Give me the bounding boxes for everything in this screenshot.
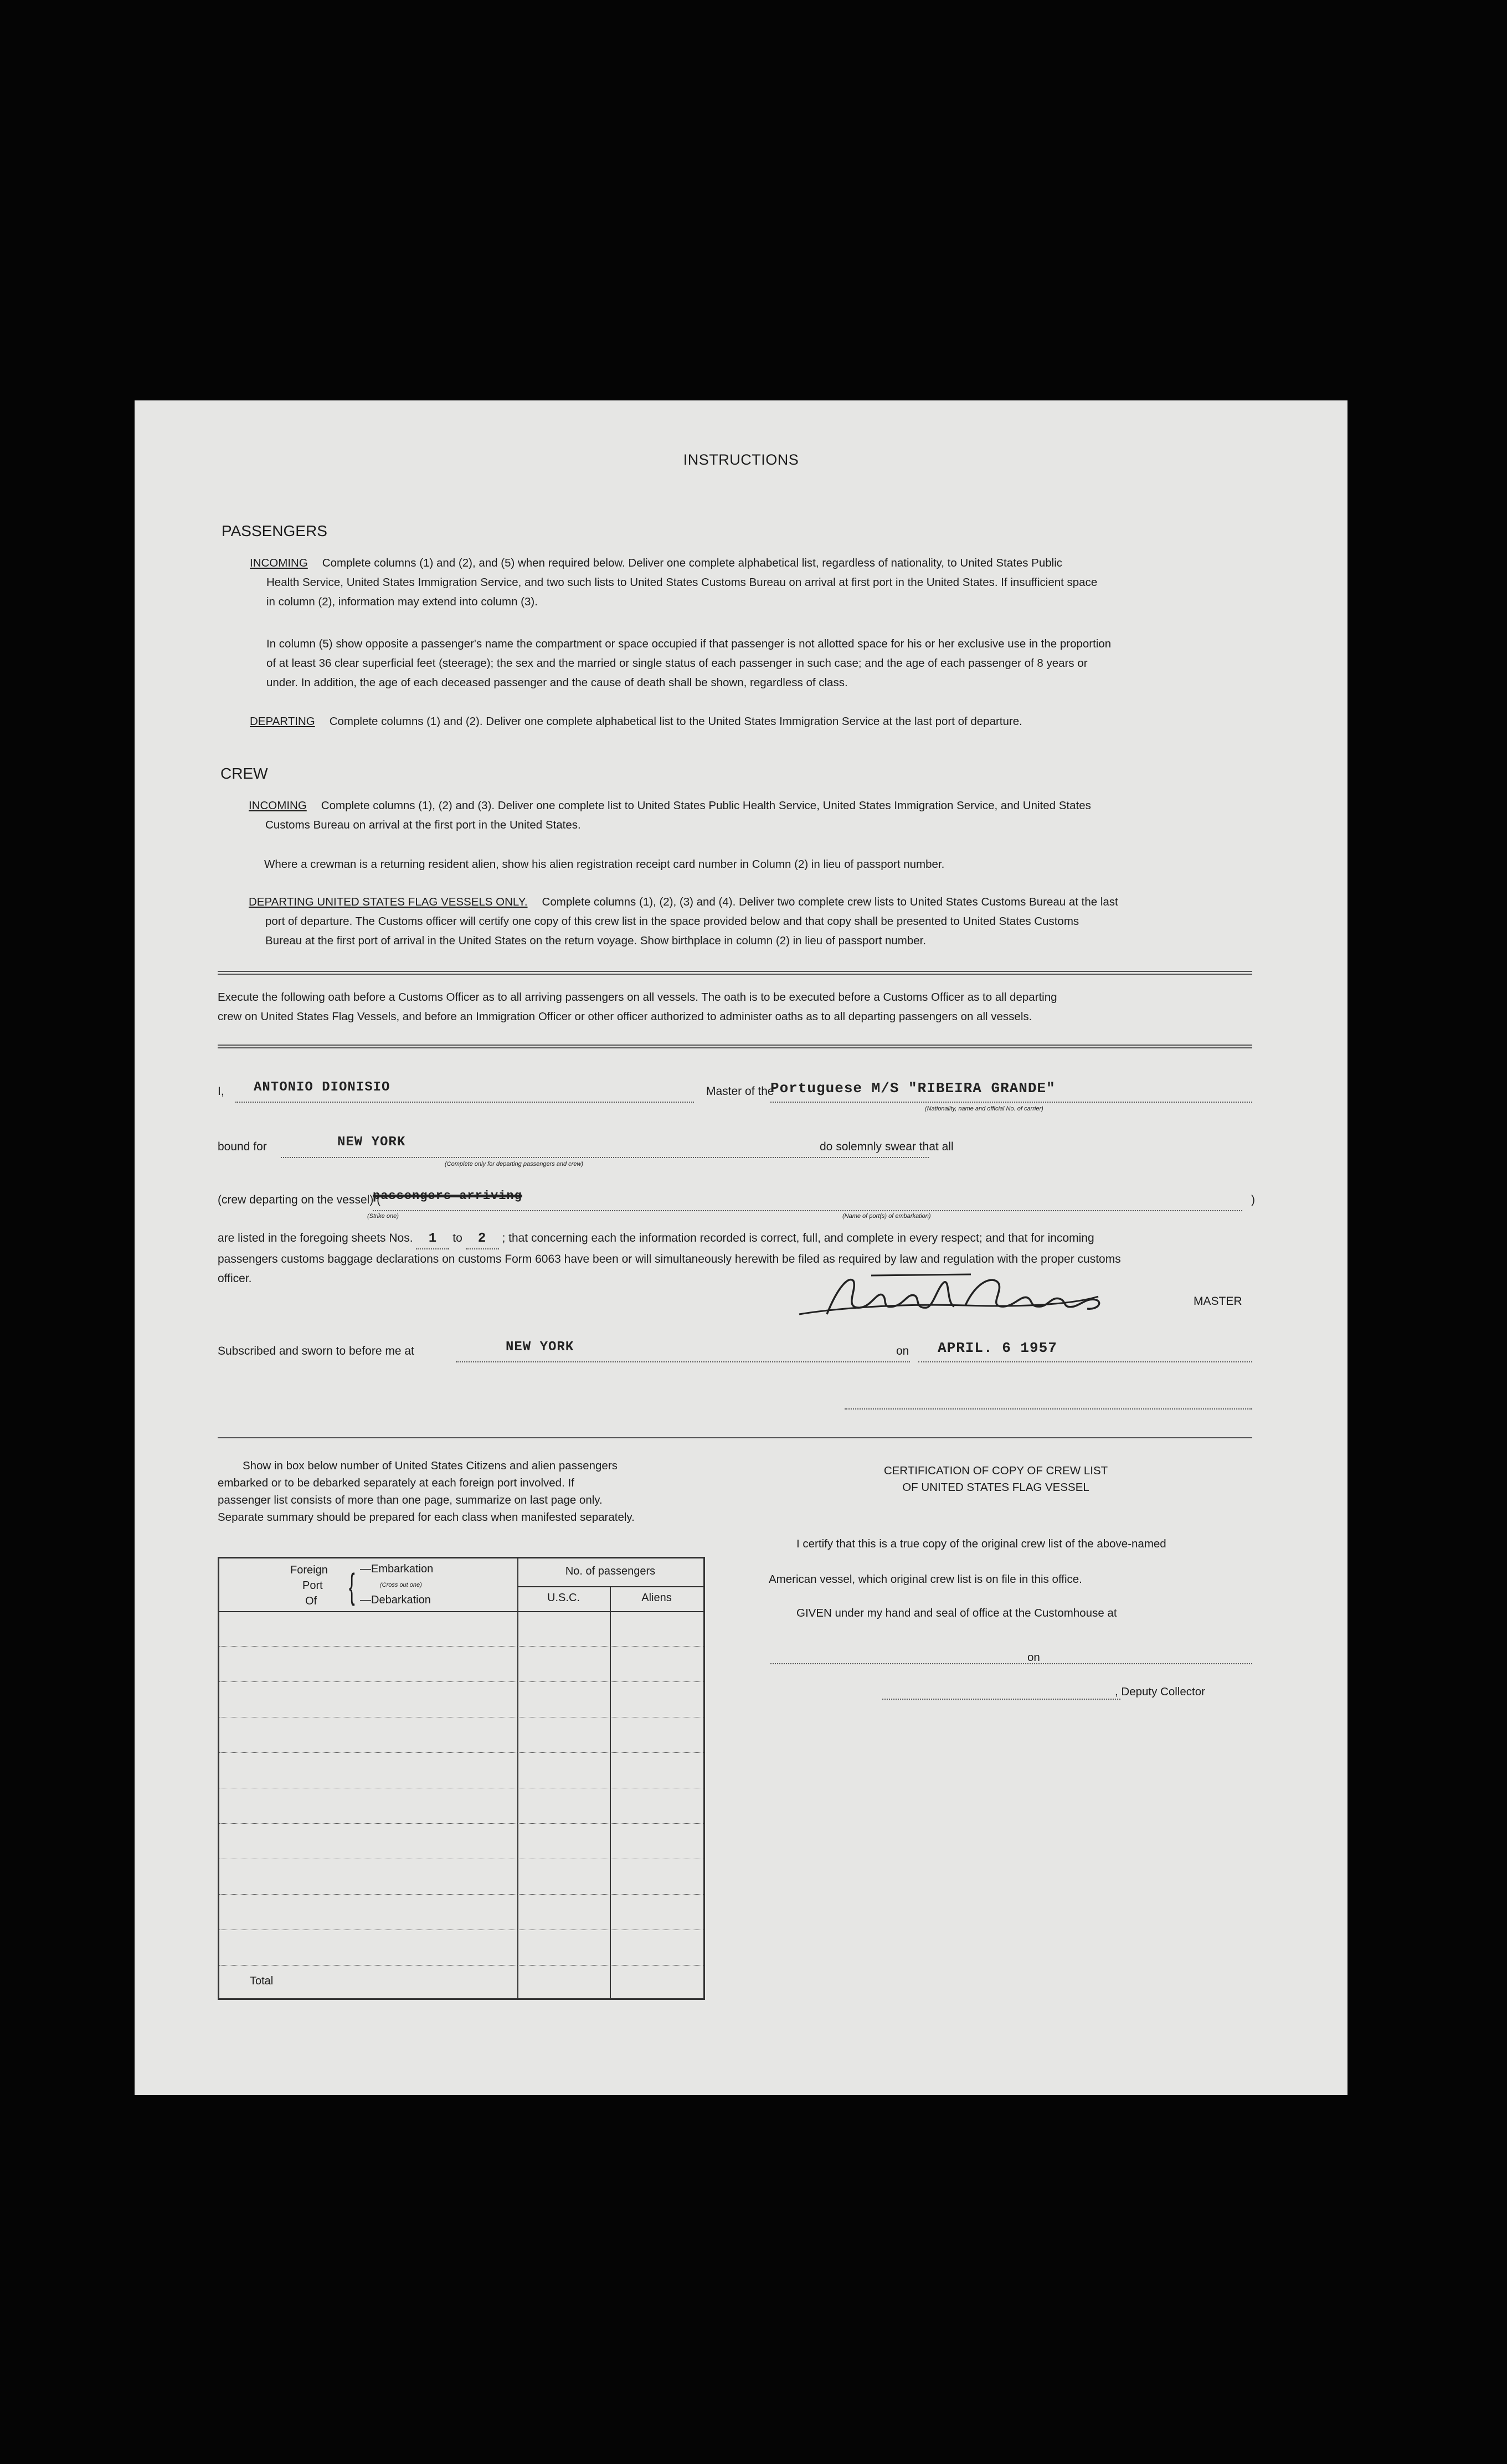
table-row [219, 1823, 703, 1824]
close-paren: ) [1251, 1194, 1255, 1206]
on-label: on [896, 1345, 909, 1357]
crew-departing-text-3: Bureau at the first port of arrival in the United States on the return voyage. Show birthplace in column (2) in lieu of passport number. [265, 934, 927, 947]
passengers-incoming-label: INCOMING [250, 557, 308, 569]
summary-note [218, 1457, 705, 1526]
to-label: to [452, 1232, 462, 1244]
crew-heading: CREW [220, 765, 268, 782]
summary-note-4: Separate summary should be prepared for each class when manifested separately. [218, 1511, 635, 1524]
sworn-date: APRIL. 6 1957 [938, 1340, 1057, 1356]
vessel-caption: (Nationality, name and official No. of carrier) [925, 1105, 1043, 1112]
foreign-label: Foreign [290, 1564, 328, 1576]
summary-note-2: embarked or to be debarked separately at each foreign port involved. If [218, 1477, 574, 1489]
embarkation-label: —Embarkation [360, 1563, 434, 1575]
oath-line-2: crew on United States Flag Vessels, and before an Immigration Officer or other officer authorized to administer oaths as to all departing passengers on all vessels. [218, 1010, 1032, 1023]
crew-incoming-text-2: Customs Bureau on arrival at the first port in the United States. [265, 819, 581, 831]
fill-line [770, 1102, 1252, 1103]
certification-title [738, 1463, 1253, 1496]
i-label: I, [218, 1085, 224, 1098]
passengers-incoming-text: Complete columns (1) and (2), and (5) when required below. Deliver one complete alphabetical list, regardless of nationality, to United States Public [322, 557, 1063, 569]
master-of-label: Master of the [706, 1085, 774, 1098]
deputy-collector-label: , Deputy Collector [1115, 1685, 1205, 1698]
oath-line-1: Execute the following oath before a Customs Officer as to all arriving passengers on all vessels. The oath is to be executed before a Customs Officer as to all departing [218, 991, 1057, 1004]
divider [218, 971, 1252, 975]
listed-line-3: officer. [218, 1272, 252, 1285]
fill-line [456, 1361, 910, 1362]
crew-incoming-text: Complete columns (1), (2) and (3). Deliver one complete list to United States Public Health Service, United States Immigration Service, and United States [321, 799, 1091, 812]
column-divider [517, 1586, 703, 1587]
passengers-departing-text: Complete columns (1) and (2). Deliver one complete alphabetical list to the United States Immigration Service at the last port of departure. [329, 715, 1022, 728]
divider [218, 1045, 1252, 1048]
divider [218, 1437, 1252, 1438]
page-title: INSTRUCTIONS [683, 451, 799, 468]
column-divider [517, 1558, 518, 1998]
certification-title-1: CERTIFICATION OF COPY OF CREW LIST [883, 1464, 1108, 1477]
passenger-summary-table [218, 1557, 705, 2000]
listed-line-2: passengers customs baggage declarations on customs Form 6063 have been or will simultaneously herewith be filed as required by law and regulation with the proper customs [218, 1253, 1121, 1266]
certification-line-2: American vessel, which original crew list is on file in this office. [769, 1573, 1082, 1586]
debarkation-label: —Debarkation [360, 1594, 431, 1606]
fill-line [882, 1699, 1120, 1700]
listed-rest: ; that concerning each the information recorded is correct, full, and complete in every respect; and that for incoming [502, 1232, 1094, 1244]
oath-instructions [218, 987, 1252, 1026]
table-row [219, 1752, 703, 1753]
fill-line [918, 1361, 1252, 1362]
bound-destination: NEW YORK [337, 1135, 406, 1150]
certification-line-3: GIVEN under my hand and seal of office at the Customhouse at [796, 1607, 1117, 1619]
subscribed-label: Subscribed and sworn to before me at [218, 1345, 414, 1357]
crew-departing-text-2: port of departure. The Customs officer will certify one copy of this crew list in the space provided below and that copy shall be presented to United States Customs [265, 915, 1079, 928]
no-of-passengers-header: No. of passengers [565, 1565, 656, 1577]
col5-line-3: under. In addition, the age of each deceased passenger and the cause of death shall be shown, regardless of class. [266, 676, 848, 689]
passengers-departing-label: DEPARTING [250, 715, 315, 728]
strike-caption: (Strike one) [367, 1213, 399, 1220]
listed-label: are listed in the foregoing sheets Nos. [218, 1232, 413, 1244]
table-row [219, 1646, 703, 1647]
summary-note-1: Show in box below number of United States Citizens and alien passengers [243, 1459, 618, 1472]
master-label: MASTER [1194, 1295, 1242, 1308]
summary-note-3: passenger list consists of more than one page, summarize on last page only. [218, 1494, 603, 1506]
fill-line [1047, 1663, 1252, 1664]
brace-icon: { [349, 1566, 355, 1606]
fill-line [845, 1408, 1252, 1410]
crew-departing-vessel-label: (crew departing on the vessel) ( [218, 1194, 381, 1206]
sworn-place: NEW YORK [506, 1340, 574, 1355]
table-row [219, 1965, 703, 1966]
master-signature [788, 1264, 1120, 1325]
table-row [219, 1894, 703, 1895]
sheet-to: 2 [466, 1229, 499, 1249]
fill-line [373, 1210, 1242, 1211]
cross-out-caption: (Cross out one) [380, 1582, 422, 1588]
crew-incoming-label: INCOMING [249, 799, 307, 812]
aliens-header: Aliens [641, 1592, 672, 1604]
document-page [135, 400, 1347, 2095]
crew-departing-label: DEPARTING UNITED STATES FLAG VESSELS ONLY. [249, 896, 528, 908]
vessel-name: Portuguese M/S "RIBEIRA GRANDE" [770, 1080, 1056, 1097]
passengers-departing [250, 712, 1252, 731]
col5-line-2: of at least 36 clear superficial feet (steerage); the sex and the married or single status of each passenger in such case; and the age of each passenger of 8 years or [266, 657, 1088, 670]
crew-departing [249, 892, 1252, 950]
col5-line-1: In column (5) show opposite a passenger's name the compartment or space occupied if that passenger is not allotted space for his or her exclusive use in the proportion [266, 637, 1112, 650]
fill-line [281, 1157, 929, 1158]
master-name: ANTONIO DIONISIO [254, 1080, 390, 1095]
crew-departing-text: Complete columns (1), (2), (3) and (4). Deliver two complete crew lists to United States Customs Bureau at the last [542, 896, 1118, 908]
certification-line-1: I certify that this is a true copy of the original crew list of the above-named [796, 1537, 1166, 1550]
passengers-heading: PASSENGERS [222, 522, 327, 539]
passengers-incoming-text-3: in column (2), information may extend into column (3). [266, 595, 538, 608]
passengers-incoming [250, 553, 1252, 611]
certification-on-label: on [1027, 1651, 1040, 1664]
table-row [219, 1681, 703, 1682]
ports-caption: (Name of port(s) of embarkation) [842, 1213, 931, 1220]
crew-resident-note: Where a crewman is a returning resident alien, show his alien registration receipt card number in Column (2) in lieu of passport number. [264, 858, 945, 871]
crew-incoming [249, 796, 1252, 835]
struck-passengers-arriving: passengers arriving [373, 1189, 522, 1203]
sheet-from: 1 [416, 1229, 449, 1249]
column-divider [610, 1586, 611, 1998]
bound-caption: (Complete only for departing passengers and crew) [445, 1161, 584, 1167]
bound-label: bound for [218, 1140, 267, 1153]
certification-title-2: OF UNITED STATES FLAG VESSEL [902, 1481, 1089, 1494]
port-label: Port [302, 1580, 323, 1592]
passengers-incoming-text-2: Health Service, United States Immigration Service, and two such lists to United States Customs Bureau on arrival at first port in the United States. If insufficient space [266, 576, 1098, 589]
of-label: Of [305, 1595, 317, 1607]
usc-header: U.S.C. [547, 1592, 580, 1604]
total-label: Total [250, 1975, 274, 1987]
passengers-column5-note [266, 634, 1252, 692]
swear-text: do solemnly swear that all [820, 1140, 954, 1153]
fill-line [235, 1102, 694, 1103]
